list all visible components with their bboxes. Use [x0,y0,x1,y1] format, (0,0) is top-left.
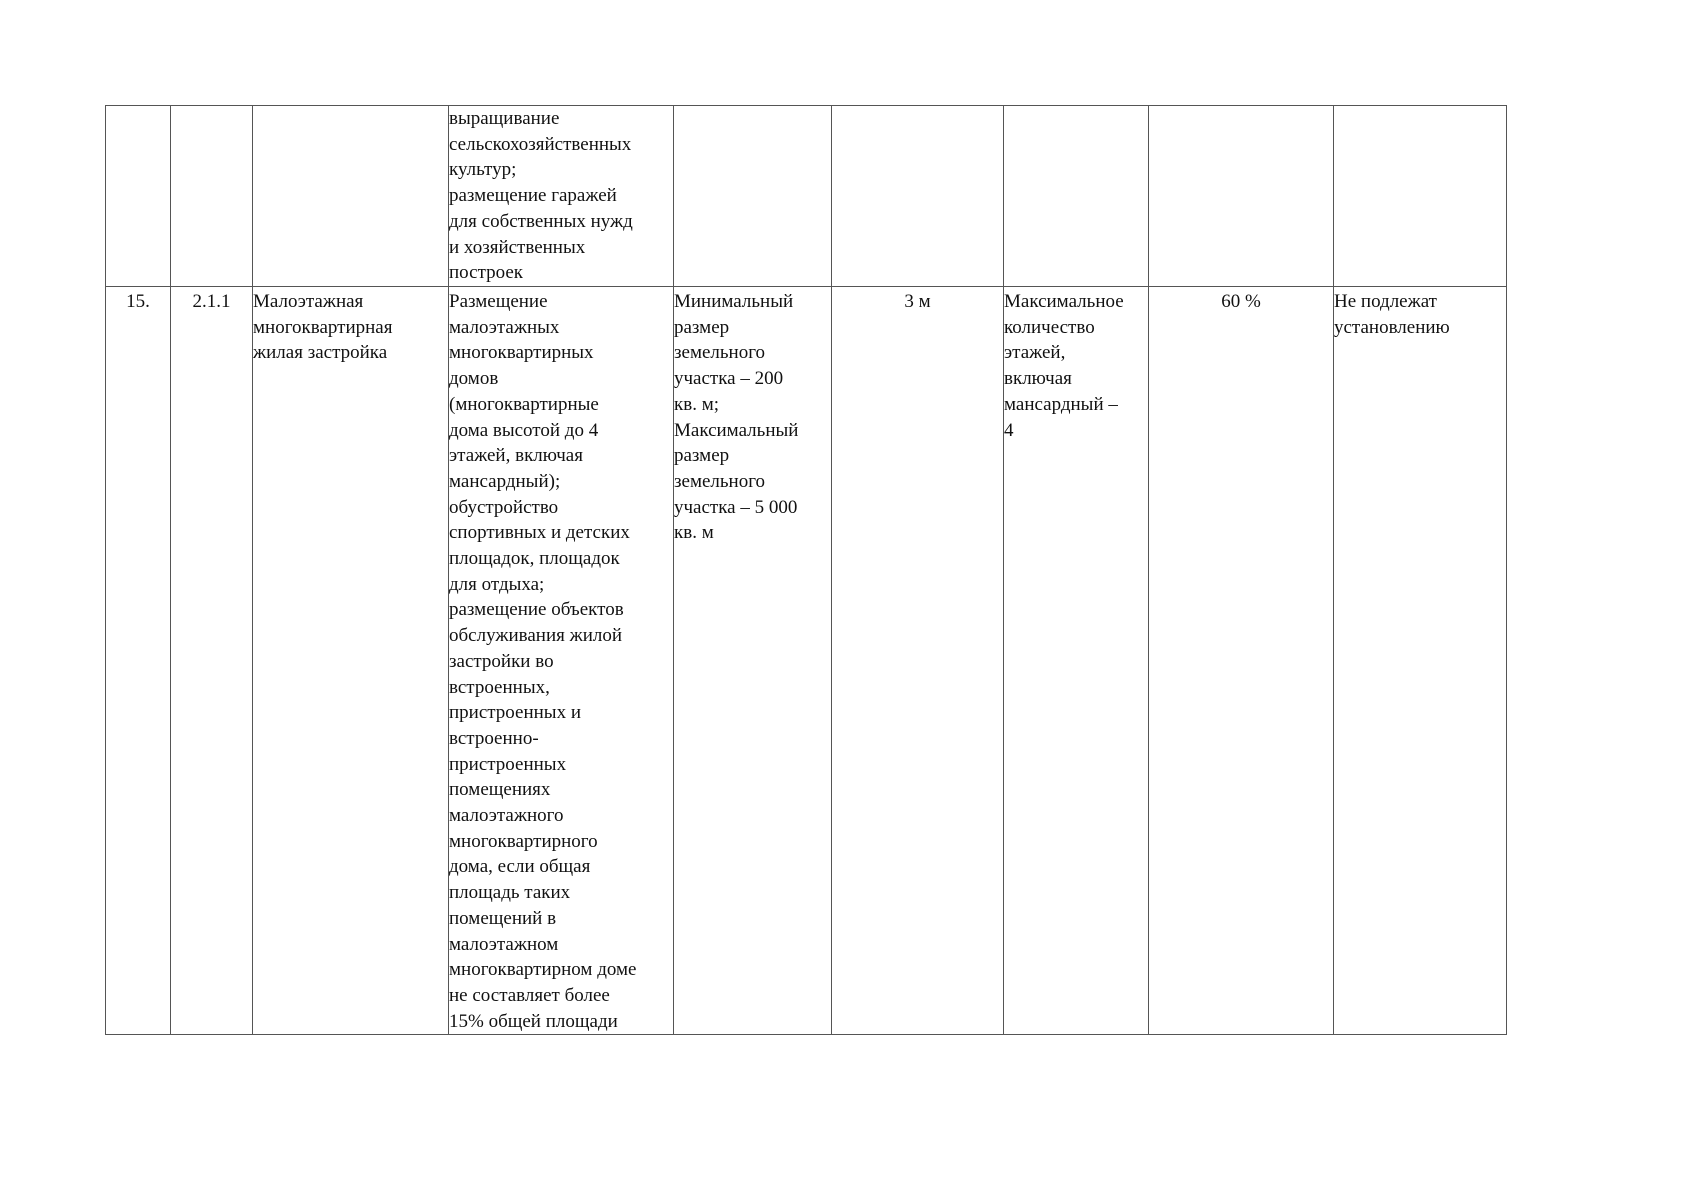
cell-setback: 3 м [832,287,1004,1035]
cell-number [106,106,171,287]
cell-other-limits: Не подлежат установлению [1334,287,1507,1035]
cell-floors [1004,106,1149,287]
zoning-regulations-table [105,105,1507,1035]
document-page [105,105,1506,1034]
table-row-15 [106,287,1507,1035]
cell-coverage: 60 % [1149,287,1334,1035]
table-row-continuation [106,106,1507,287]
cell-use-description: выращивание сельскохозяйственных культур; размещение гаражей для собственных нужд и хозяйственных построек [449,106,674,287]
cell-use-description: Размещение малоэтажных многоквартирных домов (многоквартирные дома высотой до 4 этажей, включая мансардный); обустройство спортивных и детских площадок, площадок для отдыха; размещение объектов обслуживания жилой застройки во встроенных, пристроенных и встроенно- пристроенных помещениях малоэтажного многоквартирного дома, если общая площадь таких помещений в малоэтажном многоквартирном доме не составляет более 15% общей площади [449,287,674,1035]
cell-use-type [253,106,449,287]
cell-coverage [1149,106,1334,287]
cell-plot-size [674,106,832,287]
cell-setback [832,106,1004,287]
cell-other-limits [1334,106,1507,287]
cell-floors: Максимальное количество этажей, включая мансардный – 4 [1004,287,1149,1035]
cell-use-type: Малоэтажная многоквартирная жилая застройка [253,287,449,1035]
cell-code [171,106,253,287]
cell-number: 15. [106,287,171,1035]
cell-plot-size: Минимальный размер земельного участка – 200 кв. м; Максимальный размер земельного участка – 5 000 кв. м [674,287,832,1035]
cell-code: 2.1.1 [171,287,253,1035]
